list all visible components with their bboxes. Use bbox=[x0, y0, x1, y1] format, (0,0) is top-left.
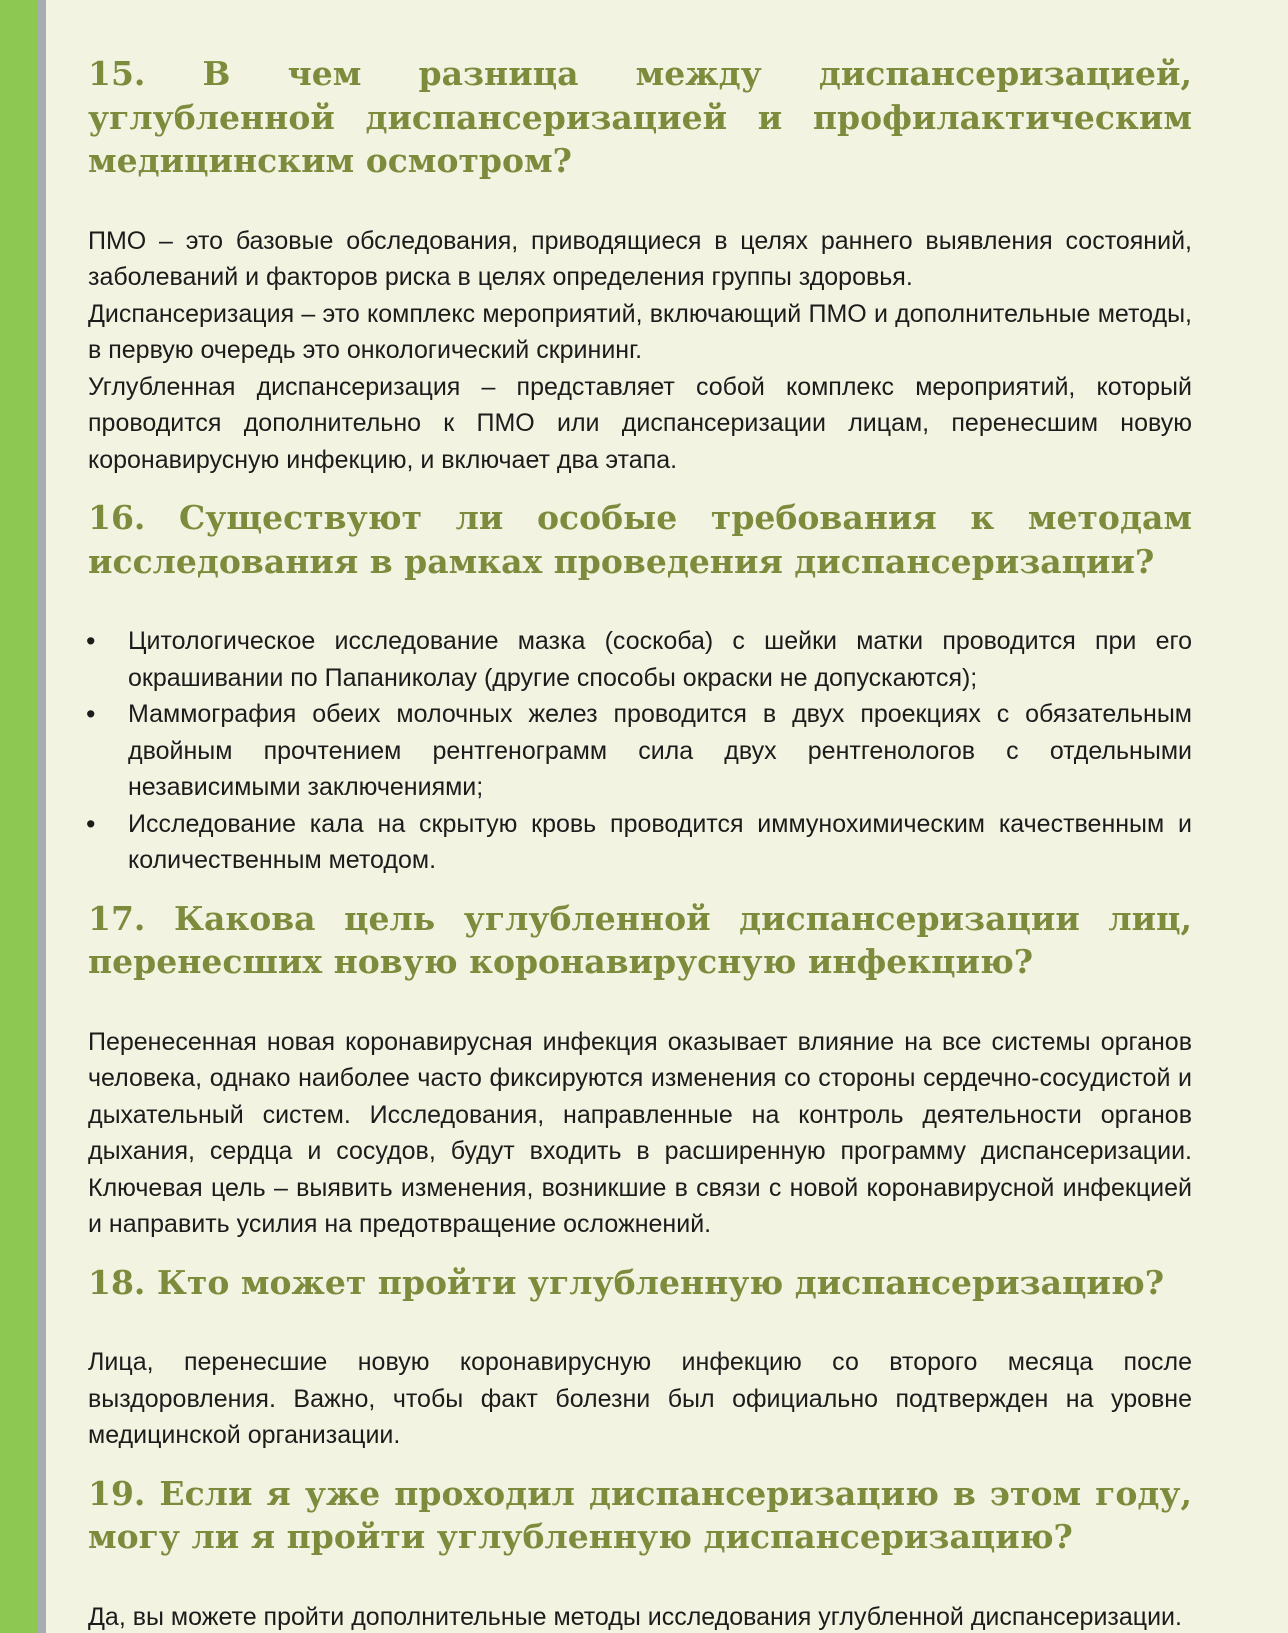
bullet-icon: • bbox=[86, 808, 96, 839]
left-accent-stripe bbox=[0, 0, 38, 1633]
answer-19-paragraph-1: Да, вы можете пройти дополнительные методы исследования углубленной диспансеризации. bbox=[88, 1602, 1182, 1631]
question-19-heading: 19. Если я уже проходил диспансеризацию в этом году, могу ли я пройти углубленную диспансеризацию? bbox=[88, 1473, 1192, 1557]
bullet-item bbox=[88, 696, 1192, 806]
question-16-heading: 16. Существуют ли особые требования к методам исследования в рамках проведения диспансеризации? bbox=[88, 498, 1192, 581]
answer-16-bullet-list bbox=[88, 623, 1192, 879]
bullet-item-text: Маммография обеих молочных желез проводится в двух проекциях с обязательным двойным прочтением рентгенограмм сила двух рентгенологов с отдельными независимыми заключениями; bbox=[128, 700, 1192, 802]
question-15-heading: 15. В чем разница между диспансеризацией, углубленной диспансеризацией и профилактическим медицинским осмотром? bbox=[88, 54, 1192, 181]
answer-15-paragraph-2: Диспансеризация – это комплекс мероприятий, включающий ПМО и дополнительные методы, в первую очередь это онкологический скрининг. bbox=[88, 299, 1192, 365]
bullet-item bbox=[88, 806, 1192, 879]
faq-content bbox=[46, 0, 1288, 1633]
answer-17 bbox=[88, 1024, 1192, 1243]
answer-18-paragraph-1: Лица, перенесшие новую коронавирусную инфекцию со второго месяца после выздоровления. Важно, чтобы факт болезни был официально подтвержден на уровне медицинской организации. bbox=[88, 1348, 1192, 1450]
bullet-icon: • bbox=[86, 699, 96, 730]
answer-15-paragraph-1: ПМО – это базовые обследования, приводящиеся в целях раннего выявления состояний, заболеваний и факторов риска в целях определения группы здоровья. bbox=[88, 226, 1192, 292]
bullet-icon: • bbox=[86, 626, 96, 657]
bullet-item bbox=[88, 623, 1192, 696]
question-18-heading: 18. Кто может пройти углубленную диспансеризацию? bbox=[88, 1262, 1165, 1302]
answer-15-paragraph-3: Углубленная диспансеризация – представляет собой комплекс мероприятий, который проводится дополнительно к ПМО или диспансеризации лицам, перенесшим новую коронавирусную инфекцию, и включает два этапа. bbox=[88, 372, 1192, 474]
stripe-divider-line bbox=[38, 0, 46, 1633]
bullet-item-text: Цитологическое исследование мазка (соскоба) с шейки матки проводится при его окрашивании по Папаниколау (другие способы окраски не допускаются); bbox=[128, 627, 1192, 692]
question-17-heading: 17. Какова цель углубленной диспансеризации лиц, перенесших новую коронавирусную инфекцию? bbox=[88, 898, 1192, 982]
answer-19 bbox=[88, 1599, 1192, 1633]
answer-17-paragraph-1: Перенесенная новая коронавирусная инфекция оказывает влияние на все системы органов человека, однако наиболее часто фиксируются изменения со стороны сердечно-сосудистой и дыхательный систем. Исследования, направленные на контроль деятельности органов дыхания, сердца и сосудов, будут входить в расширенную программу диспансеризации. Ключевая цель – выявить изменения, возникшие в связи с новой коронавирусной инфекцией и направить усилия на предотвращение осложнений. bbox=[88, 1027, 1192, 1239]
answer-15 bbox=[88, 223, 1192, 479]
bullet-item-text: Исследование кала на скрытую кровь проводится иммунохимическим качественным и количественным методом. bbox=[128, 809, 1192, 875]
answer-18 bbox=[88, 1344, 1192, 1454]
